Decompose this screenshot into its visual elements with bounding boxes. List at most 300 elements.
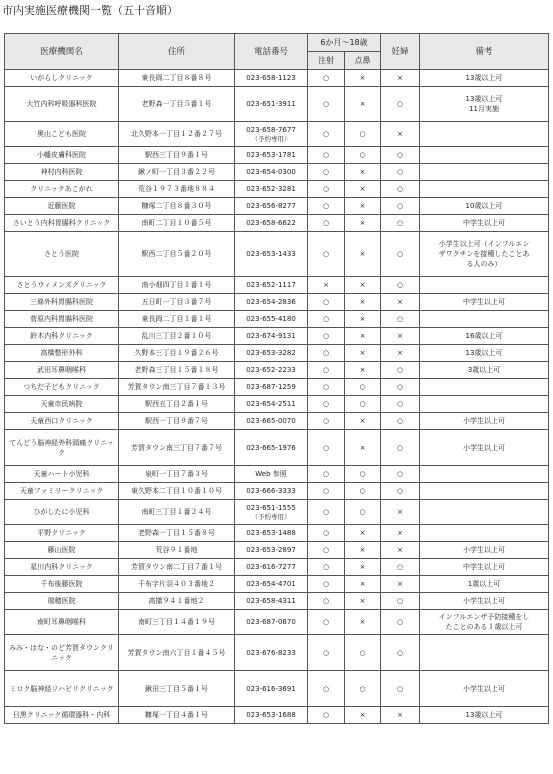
facility-address: 老野森一丁目５番１号: [119, 87, 235, 122]
remarks: [420, 466, 549, 483]
pregnant-mark: ○: [381, 181, 420, 198]
facility-address: 駅西三丁目９番１号: [119, 147, 235, 164]
facility-phone: [235, 311, 308, 328]
phone-number: 023-653-1488: [246, 529, 296, 537]
phone-number: 023-654-2836: [246, 298, 296, 306]
facility-address: 泉町一丁目７番３号: [119, 466, 235, 483]
facility-name: 天童市民病院: [5, 396, 119, 413]
pregnant-mark: ○: [381, 635, 420, 671]
remark-line: 中学生以上可: [463, 298, 505, 306]
facility-name: 高橋整形外科: [5, 345, 119, 362]
phone-number: 023-676-8233: [246, 648, 296, 657]
remarks: [420, 707, 549, 724]
remark-line: 1歳以上可: [467, 580, 501, 588]
table-row: [5, 610, 549, 635]
injection-mark: ○: [308, 198, 345, 215]
pregnant-mark: ×: [381, 707, 420, 724]
phone-number: 023-665-0070: [246, 417, 296, 425]
injection-mark: ○: [308, 610, 345, 635]
pregnant-mark: ○: [381, 483, 420, 500]
injection-mark: ○: [308, 483, 345, 500]
facility-address: 南町三丁目１４番１９号: [119, 610, 235, 635]
nasal-mark: ○: [345, 483, 381, 500]
remark-line: る人のみ）: [466, 260, 502, 268]
injection-mark: ○: [308, 215, 345, 232]
pregnant-mark: ○: [381, 164, 420, 181]
facility-address: 芳賀タウン南三丁目７番７号: [119, 430, 235, 466]
remarks: [420, 232, 549, 277]
remark-line: 小学生以上可（インフルエン: [438, 240, 530, 248]
facility-address: 荒谷９１番地: [119, 542, 235, 559]
facility-name: 瑞穂医院: [5, 593, 119, 610]
remark-line: 小学生以上可: [463, 684, 505, 693]
table-row: [5, 147, 549, 164]
pregnant-mark: ○: [381, 198, 420, 215]
injection-mark: ○: [308, 413, 345, 430]
nasal-mark: ×: [345, 232, 381, 277]
pregnant-mark: ×: [381, 70, 420, 87]
facility-address: 東長岡二丁目１番１号: [119, 311, 235, 328]
remarks: [420, 181, 549, 198]
phone-number: 023-652-3281: [246, 185, 296, 193]
injection-mark: ×: [308, 277, 345, 294]
table-row: [5, 328, 549, 345]
facility-phone: [235, 70, 308, 87]
table-row: [5, 707, 549, 724]
pregnant-mark: ○: [381, 147, 420, 164]
nasal-mark: ×: [345, 277, 381, 294]
table-row: [5, 215, 549, 232]
nasal-mark: ○: [345, 466, 381, 483]
injection-mark: ○: [308, 147, 345, 164]
facility-address: 糠塚一丁目４番１号: [119, 707, 235, 724]
facility-phone: [235, 413, 308, 430]
remark-line: 小学生以上可: [463, 597, 505, 605]
injection-mark: ○: [308, 500, 345, 525]
pregnant-mark: ○: [381, 311, 420, 328]
facility-address: 高擶９４１番地２: [119, 593, 235, 610]
injection-mark: ○: [308, 122, 345, 147]
nasal-mark: ○: [345, 500, 381, 525]
table-body: [5, 70, 549, 724]
facility-phone: [235, 576, 308, 593]
facility-phone: [235, 635, 308, 671]
facility-phone: [235, 294, 308, 311]
facility-phone: [235, 215, 308, 232]
facility-name: 武田耳鼻咽喉科: [5, 362, 119, 379]
injection-mark: ○: [308, 379, 345, 396]
facility-name: 星川内科クリニック: [5, 559, 119, 576]
pregnant-mark: ○: [381, 277, 420, 294]
remark-line: 11月実施: [469, 105, 499, 113]
header-pregnant: 妊婦: [381, 34, 420, 70]
injection-mark: ○: [308, 311, 345, 328]
facility-phone: [235, 181, 308, 198]
facility-address: 東久野本二丁目１０番１０号: [119, 483, 235, 500]
injection-mark: ○: [308, 181, 345, 198]
remark-line: 3歳以上可: [467, 366, 501, 374]
pregnant-mark: ○: [381, 671, 420, 707]
remarks: [420, 328, 549, 345]
phone-number: 023-665-1976: [246, 443, 296, 452]
injection-mark: ○: [308, 707, 345, 724]
facility-phone: [235, 500, 308, 525]
facility-address: 芳賀タウン南三丁目７番１３号: [119, 379, 235, 396]
remark-line: 10歳以上可: [465, 202, 503, 210]
facility-phone: [235, 122, 308, 147]
facility-name: 三條外科胃腸科医院: [5, 294, 119, 311]
phone-number: 023-666-3333: [246, 487, 296, 495]
remark-line: 中学生以上可: [463, 219, 505, 227]
remark-line: 13歳以上可: [465, 74, 503, 82]
pregnant-mark: ×: [381, 122, 420, 147]
injection-mark: ○: [308, 396, 345, 413]
injection-mark: ○: [308, 328, 345, 345]
injection-mark: ○: [308, 362, 345, 379]
remarks: [420, 345, 549, 362]
facility-address: 駅西二丁目５番２０号: [119, 232, 235, 277]
facility-address: 芳賀タウン南六丁目１番４５号: [119, 635, 235, 671]
facility-name: さとうウィメンズクリニック: [5, 277, 119, 294]
table-row: [5, 466, 549, 483]
header-address: 住所: [119, 34, 235, 70]
phone-number: 023-616-3691: [246, 684, 296, 693]
pregnant-mark: ○: [381, 232, 420, 277]
injection-mark: ○: [308, 635, 345, 671]
facility-address: 乱川三丁目２番１０号: [119, 328, 235, 345]
remarks: [420, 542, 549, 559]
pregnant-mark: ×: [381, 525, 420, 542]
table-row: [5, 294, 549, 311]
nasal-mark: ×: [345, 181, 381, 198]
facility-name: クリニックあこがれ: [5, 181, 119, 198]
facility-address: 駅西五丁目２番１号: [119, 396, 235, 413]
nasal-mark: ×: [345, 294, 381, 311]
facility-phone: [235, 559, 308, 576]
nasal-mark: ×: [345, 70, 381, 87]
pregnant-mark: ×: [381, 542, 420, 559]
table-row: [5, 413, 549, 430]
facility-name: つちだ子どもクリニック: [5, 379, 119, 396]
remarks: [420, 294, 549, 311]
facility-phone: [235, 593, 308, 610]
table-row: [5, 396, 549, 413]
facility-phone: [235, 396, 308, 413]
table-row: [5, 181, 549, 198]
header-name: 医療機関名: [5, 34, 119, 70]
injection-mark: ○: [308, 345, 345, 362]
facility-phone: [235, 277, 308, 294]
phone-number: 023-658-4311: [246, 597, 296, 605]
facility-name: 日黒クリニック循環器科・内科: [5, 707, 119, 724]
nasal-mark: ×: [345, 362, 381, 379]
facility-phone: [235, 345, 308, 362]
phone-number: 023-652-2233: [246, 366, 296, 374]
table-row: [5, 500, 549, 525]
nasal-mark: ○: [345, 396, 381, 413]
nasal-mark: ×: [345, 559, 381, 576]
table-row: [5, 345, 549, 362]
facility-name: 奥山こども医院: [5, 122, 119, 147]
pregnant-mark: ○: [381, 396, 420, 413]
phone-number: 023-656-8277: [246, 202, 296, 210]
nasal-mark: ×: [345, 707, 381, 724]
remark-line: 小学生以上可: [463, 546, 505, 554]
table-row: [5, 198, 549, 215]
phone-number: 023-652-1117: [246, 281, 296, 289]
injection-mark: ○: [308, 671, 345, 707]
remarks: [420, 311, 549, 328]
facility-address: 老野森一丁目１５番８号: [119, 525, 235, 542]
phone-number: 023-654-0300: [246, 168, 296, 176]
pregnant-mark: ○: [381, 466, 420, 483]
phone-number: 023-674-9131: [246, 332, 296, 340]
nasal-mark: ×: [345, 525, 381, 542]
facility-name: さとう医院: [5, 232, 119, 277]
remarks: [420, 198, 549, 215]
injection-mark: ○: [308, 164, 345, 181]
remarks: [420, 610, 549, 635]
table-row: [5, 311, 549, 328]
remarks: [420, 147, 549, 164]
table-row: [5, 362, 549, 379]
injection-mark: ○: [308, 576, 345, 593]
nasal-mark: ×: [345, 430, 381, 466]
injection-mark: ○: [308, 70, 345, 87]
nasal-mark: ○: [345, 122, 381, 147]
facility-address: 芳賀タウン南二丁目７番１号: [119, 559, 235, 576]
remarks: [420, 215, 549, 232]
nasal-mark: ×: [345, 593, 381, 610]
phone-number: 023-687-0870: [246, 618, 296, 626]
remarks: [420, 671, 549, 707]
injection-mark: ○: [308, 232, 345, 277]
table-row: [5, 232, 549, 277]
table-row: [5, 379, 549, 396]
facility-address: 千布字片羽４０３番地２: [119, 576, 235, 593]
facility-name: 鈴木内科クリニック: [5, 328, 119, 345]
facility-name: 小幡皮膚科医院: [5, 147, 119, 164]
pregnant-mark: ○: [381, 362, 420, 379]
remark-line: 16歳以上可: [465, 332, 503, 340]
facility-phone: [235, 147, 308, 164]
nasal-mark: ×: [345, 413, 381, 430]
facility-name: 南町耳鼻咽喉科: [5, 610, 119, 635]
nasal-mark: ×: [345, 87, 381, 122]
remarks: [420, 500, 549, 525]
pregnant-mark: ○: [381, 379, 420, 396]
facility-address: 荒谷１９７３番地８８４: [119, 181, 235, 198]
injection-mark: ○: [308, 466, 345, 483]
injection-mark: ○: [308, 294, 345, 311]
facility-table: [4, 33, 549, 724]
nasal-mark: ×: [345, 311, 381, 328]
facility-address: 南町二丁目１０番５号: [119, 215, 235, 232]
facility-name: 神村内科医院: [5, 164, 119, 181]
remark-line: たことのある１歳以上可: [445, 623, 523, 631]
nasal-mark: ×: [345, 542, 381, 559]
nasal-mark: ○: [345, 147, 381, 164]
remarks: [420, 483, 549, 500]
nasal-mark: ×: [345, 345, 381, 362]
injection-mark: ○: [308, 87, 345, 122]
phone-note: （予約専用）: [251, 135, 291, 143]
phone-number: 023-687-1259: [246, 383, 296, 391]
remarks: [420, 525, 549, 542]
facility-phone: [235, 483, 308, 500]
remark-line: 小学生以上可: [463, 443, 505, 452]
pregnant-mark: ○: [381, 430, 420, 466]
facility-address: 久野本三丁目１９番２６号: [119, 345, 235, 362]
pregnant-mark: ×: [381, 345, 420, 362]
nasal-mark: ×: [345, 164, 381, 181]
table-row: [5, 559, 549, 576]
phone-number: 023-653-1688: [246, 711, 296, 719]
table-row: [5, 525, 549, 542]
injection-mark: ○: [308, 593, 345, 610]
facility-name: 近藤医院: [5, 198, 119, 215]
remark-line: 中学生以上可: [463, 563, 505, 571]
pregnant-mark: ○: [381, 610, 420, 635]
nasal-mark: ×: [345, 610, 381, 635]
facility-name: てんどう脳神経外科頭痛クリニック: [5, 430, 119, 466]
facility-phone: [235, 379, 308, 396]
remarks: [420, 379, 549, 396]
facility-address: 南小畑四丁目１番１号: [119, 277, 235, 294]
table-row: [5, 635, 549, 671]
remark-line: 13歳以上可: [465, 95, 503, 103]
facility-name: 大竹内科呼吸器科医院: [5, 87, 119, 122]
remarks: [420, 635, 549, 671]
pregnant-mark: ×: [381, 294, 420, 311]
facility-name: 千布後藤医院: [5, 576, 119, 593]
remarks: [420, 576, 549, 593]
facility-phone: [235, 328, 308, 345]
pregnant-mark: ×: [381, 576, 420, 593]
remarks: [420, 396, 549, 413]
facility-phone: [235, 362, 308, 379]
table-row: [5, 593, 549, 610]
facility-phone: [235, 525, 308, 542]
remarks: [420, 430, 549, 466]
remark-line: 13歳以上可: [465, 349, 503, 357]
remark-line: インフルエンザ予防接種をし: [438, 613, 530, 621]
table-row: [5, 277, 549, 294]
phone-note: （予約専用）: [251, 513, 291, 521]
injection-mark: ○: [308, 542, 345, 559]
table-row: [5, 542, 549, 559]
phone-number: Web 参照: [255, 470, 287, 478]
table-row: [5, 164, 549, 181]
phone-number: 023-616-7277: [246, 563, 296, 571]
facility-address: 糠塚二丁目８番３０号: [119, 198, 235, 215]
phone-number: 023-655-4180: [246, 315, 296, 323]
facility-name: みみ・はな・のど芳賀タウンクリニック: [5, 635, 119, 671]
facility-address: 老野森三丁目１５番１８号: [119, 362, 235, 379]
phone-number: 023-658-6622: [246, 219, 296, 227]
facility-phone: [235, 671, 308, 707]
nasal-mark: ×: [345, 198, 381, 215]
pregnant-mark: ○: [381, 215, 420, 232]
facility-phone: [235, 707, 308, 724]
facility-phone: [235, 466, 308, 483]
remarks: [420, 277, 549, 294]
page-title: 市内実施医療機関一覧（五十音順）: [2, 4, 178, 17]
facility-address: 東長岡二丁目８番８号: [119, 70, 235, 87]
remarks: [420, 87, 549, 122]
table-row: [5, 576, 549, 593]
phone-number: 023-651-3911: [246, 100, 296, 108]
facility-name: ひがしたに小児科: [5, 500, 119, 525]
phone-number: 023-653-1781: [246, 151, 296, 159]
phone-number: 023-651-1555: [246, 504, 296, 512]
table-row: [5, 70, 549, 87]
facility-name: ミロク脳神経リハビリクリニック: [5, 671, 119, 707]
nasal-mark: ○: [345, 671, 381, 707]
remarks: [420, 593, 549, 610]
facility-name: 天童ファミリークリニック: [5, 483, 119, 500]
nasal-mark: ×: [345, 215, 381, 232]
header-phone: 電話番号: [235, 34, 308, 70]
remark-line: 小学生以上可: [463, 417, 505, 425]
phone-number: 023-653-1433: [246, 250, 296, 258]
nasal-mark: ×: [345, 328, 381, 345]
table-row: [5, 122, 549, 147]
facility-address: 駅西一丁目９番７号: [119, 413, 235, 430]
nasal-mark: ×: [345, 576, 381, 593]
facility-name: さいとう内科胃腸科クリニック: [5, 215, 119, 232]
facility-address: 五日町一丁目３番７号: [119, 294, 235, 311]
phone-number: 023-658-1123: [246, 74, 296, 82]
nasal-mark: ○: [345, 635, 381, 671]
pregnant-mark: ○: [381, 593, 420, 610]
phone-number: 023-654-4701: [246, 580, 296, 588]
facility-phone: [235, 542, 308, 559]
remark-line: 13歳以上可: [465, 711, 503, 719]
remarks: [420, 122, 549, 147]
table-row: [5, 671, 549, 707]
facility-phone: [235, 87, 308, 122]
facility-name: 平野クリニック: [5, 525, 119, 542]
facility-phone: [235, 430, 308, 466]
header-remarks: 備考: [420, 34, 549, 70]
header-age-group: 6か月～18歳: [308, 34, 381, 52]
pregnant-mark: ○: [381, 87, 420, 122]
table-row: [5, 430, 549, 466]
injection-mark: ○: [308, 525, 345, 542]
facility-address: 鍬田三丁目５番１号: [119, 671, 235, 707]
remarks: [420, 559, 549, 576]
facility-phone: [235, 232, 308, 277]
pregnant-mark: ○: [381, 413, 420, 430]
remarks: [420, 413, 549, 430]
facility-address: 鍬ノ町一丁目３番２２号: [119, 164, 235, 181]
nasal-mark: ○: [345, 379, 381, 396]
pregnant-mark: ×: [381, 328, 420, 345]
facility-name: 天童西口クリニック: [5, 413, 119, 430]
phone-number: 023-653-2897: [246, 546, 296, 554]
facility-name: 藤山医院: [5, 542, 119, 559]
injection-mark: ○: [308, 559, 345, 576]
phone-number: 023-654-2511: [246, 400, 296, 408]
facility-address: 南町三丁目１番２４号: [119, 500, 235, 525]
phone-number: 023-653-3282: [246, 349, 296, 357]
facility-phone: [235, 198, 308, 215]
table-row: [5, 87, 549, 122]
facility-phone: [235, 164, 308, 181]
phone-number: 023-658-7677: [246, 126, 296, 134]
facility-name: 天童ハート小児科: [5, 466, 119, 483]
